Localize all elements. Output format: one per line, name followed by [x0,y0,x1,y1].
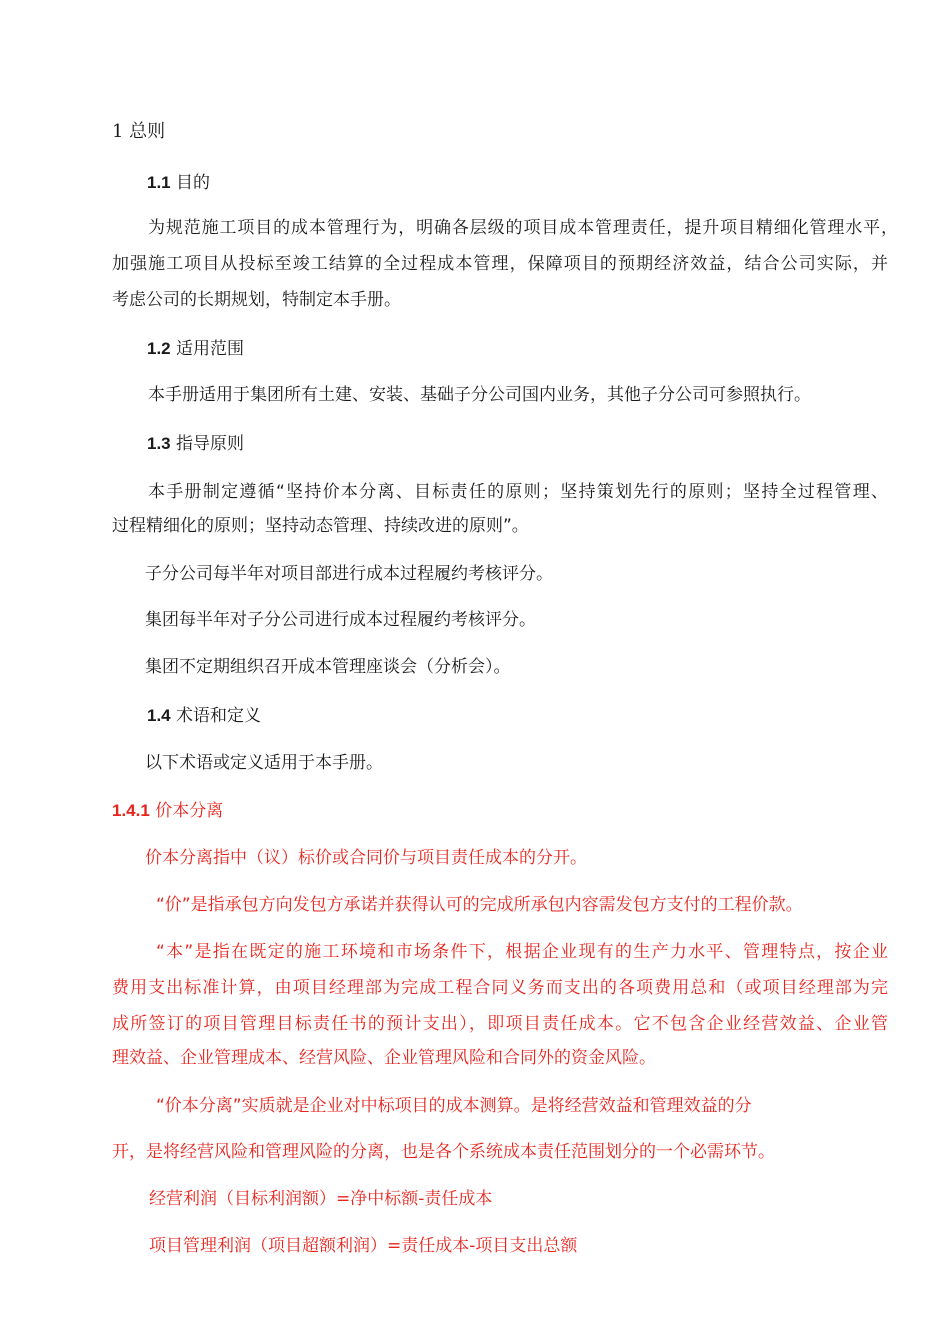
formula-line: 经营利润（目标利润额）=净中标额-责任成本 [149,1189,493,1209]
paragraph-line: 费用支出标准计算，由项目经理部为完成工程合同义务而支出的各项费用总和（或项目经理部为完 [112,978,888,998]
paragraph-line: 以下术语或定义适用于本手册。 [145,753,383,773]
formula-line: 项目管理利润（项目超额利润）=责任成本-项目支出总额 [149,1236,578,1256]
paragraph-line: 加强施工项目从投标至竣工结算的全过程成本管理，保障项目的预期经济效益，结合公司实际，并 [112,254,888,274]
section-1-1-heading: 1.1 目的 [147,173,211,193]
paragraph-line: 价本分离指中（议）标价或合同价与项目责任成本的分开。 [145,848,587,868]
paragraph-line: 集团每半年对子分公司进行成本过程履约考核评分。 [145,610,536,630]
section-1-4-heading: 1.4 术语和定义 [147,706,262,726]
section-1-heading: 1 总则 [112,121,166,142]
paragraph-line: “价本分离”实质就是企业对中标项目的成本测算。是将经营效益和管理效益的分 [156,1096,752,1116]
section-1-2-heading: 1.2 适用范围 [147,339,245,359]
paragraph-line: 成所签订的项目管理目标责任书的预计支出），即项目责任成本。它不包含企业经营效益、企业管 [112,1014,888,1034]
paragraph-line: 本手册适用于集团所有土建、安装、基础子分公司国内业务，其他子分公司可参照执行。 [148,385,811,405]
paragraph-line: 理效益、企业管理成本、经营风险、企业管理风险和合同外的资金风险。 [112,1048,656,1068]
paragraph-line: 考虑公司的长期规划，特制定本手册。 [112,290,401,310]
section-1-3-heading: 1.3 指导原则 [147,434,245,454]
paragraph-line: 子分公司每半年对项目部进行成本过程履约考核评分。 [145,564,553,584]
paragraph-line: 开，是将经营风险和管理风险的分离，也是各个系统成本责任范围划分的一个必需环节。 [112,1142,775,1162]
paragraph-line: “价”是指承包方向发包方承诺并获得认可的完成所承包内容需发包方支付的工程价款。 [156,895,803,915]
paragraph-line: 为规范施工项目的成本管理行为，明确各层级的项目成本管理责任，提升项目精细化管理水平， [148,218,898,238]
paragraph-line: 过程精细化的原则；坚持动态管理、持续改进的原则”。 [112,516,529,536]
paragraph-line: 本手册制定遵循“坚持价本分离、目标责任的原则；坚持策划先行的原则；坚持全过程管理、 [148,482,888,502]
paragraph-line: “本”是指在既定的施工环境和市场条件下，根据企业现有的生产力水平、管理特点，按企业 [156,942,888,962]
section-1-4-1-heading: 1.4.1 价本分离 [112,801,224,821]
paragraph-line: 集团不定期组织召开成本管理座谈会（分析会）。 [145,657,511,677]
